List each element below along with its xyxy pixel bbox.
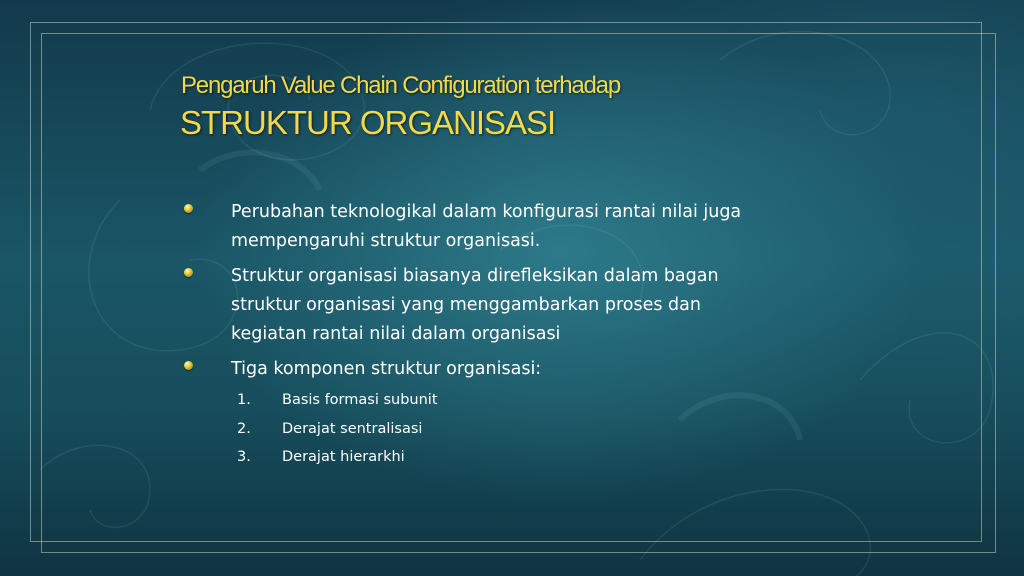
bullet-text: [231, 262, 820, 349]
numbered-item: [180, 443, 820, 472]
gold-sphere-bullet-icon: [184, 361, 193, 370]
bullet-list: [180, 198, 820, 472]
item-number: 3.: [237, 449, 251, 465]
bullet-line: kegiatan rantai nilai dalam organisasi: [231, 324, 561, 344]
item-text: Derajat hierarkhi: [282, 449, 405, 465]
bullet-line: Perubahan teknologikal dalam konfigurasi rantai nilai juga: [231, 202, 742, 222]
bullet-item: [180, 198, 820, 256]
bullet-item: [180, 355, 820, 384]
gold-sphere-bullet-icon: [184, 268, 193, 277]
numbered-item: [180, 386, 820, 415]
bullet-line: Tiga komponen struktur organisasi:: [231, 359, 542, 379]
slide-title-line-1: Pengaruh Value Chain Configuration terhadap: [181, 72, 620, 99]
item-number: 2.: [237, 420, 251, 437]
item-text: Derajat sentralisasi: [282, 420, 423, 437]
bullet-line: Struktur organisasi biasanya direfleksikan dalam bagan: [231, 266, 719, 286]
numbered-item: [180, 415, 820, 444]
slide-title-line-2: STRUKTUR ORGANISASI: [180, 104, 556, 141]
item-text: Basis formasi subunit: [282, 392, 438, 408]
bullet-text: [231, 198, 820, 256]
bullet-line: mempengaruhi struktur organisasi.: [231, 231, 541, 251]
bullet-text: [231, 355, 820, 384]
numbered-list: [180, 386, 820, 472]
item-number: 1.: [237, 392, 251, 408]
bullet-item: [180, 262, 820, 349]
bullet-line: struktur organisasi yang menggambarkan proses dan: [231, 295, 701, 315]
gold-sphere-bullet-icon: [184, 204, 193, 213]
